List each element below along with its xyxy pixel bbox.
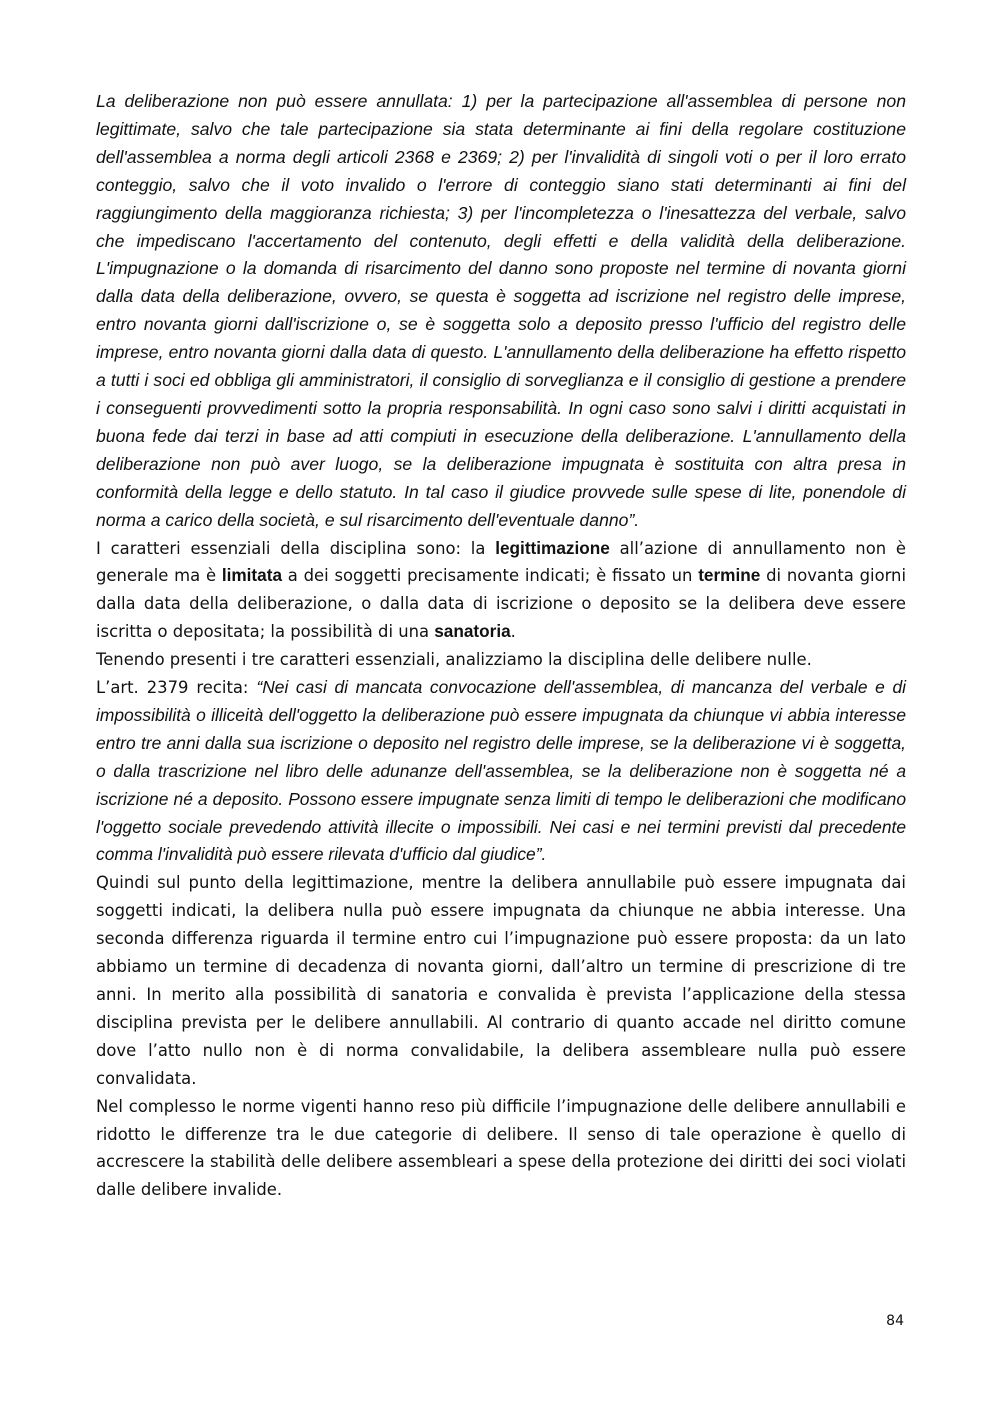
text-span: all’azione di annullamento non è generale ma è [96,538,906,586]
bold-term-sanatoria: sanatoria [434,621,511,642]
article-2379-paragraph [96,674,906,869]
essential-features-paragraph [96,535,906,647]
bold-term-termine: termine [698,565,761,586]
null-resolutions-intro: Tenendo presenti i tre caratteri essenziali, analizziamo la disciplina delle delibere nulle. [96,650,812,670]
text-span: di novanta giorni dalla data della deliberazione, o dalla data di iscrizione o deposito se la delibera deve essere iscritta o depositata; la possibilità di una [96,566,906,642]
page-body [96,88,906,1204]
text-span: . [510,622,516,642]
article-2379-quote: “Nei casi di mancata convocazione dell'assemblea, di mancanza del verbale e di impossibilità o illiceità dell'oggetto la deliberazione può essere impugnata da chiunque vi abbia interesse entro tre anni dalla sua iscrizione o deposito nel registro delle imprese, se la deliberazione vi è soggetta, o dalla trascrizione nel libro delle adunanze dell'assemblea, se la deliberazione non è soggetta né a iscrizione né a deposito. Possono essere impugnate senza limiti di tempo le deliberazioni che modificano l'oggetto sociale prevedendo attività illecite o impossibili. Nei casi e nei termini previsti dal precedente comma l'invalidità può essere rilevata d'ufficio dal giudice”. [96,677,906,865]
comparison-paragraph: Quindi sul punto della legittimazione, mentre la delibera annullabile può essere impugnata dai soggetti indicati, la delibera nulla può essere impugnata da chiunque ne abbia interesse. Una seconda differenza riguarda il termine entro cui l’impugnazione può essere proposta: da un lato abbiamo un termine di decadenza di novanta giorni, dall’altro un termine di prescrizione di tre anni. In merito alla possibilità di sanatoria e convalida è prevista l’applicazione della stessa disciplina prevista per le delibere annullabili. Al contrario di quanto accade nel diritto comune dove l’atto nullo non è di norma convalidabile, la delibera assembleare nulla può essere convalidata. [96,873,906,1088]
text-span: a dei soggetti precisamente indicati; è fissato un [282,566,699,586]
article-lead: L’art. 2379 recita: [96,678,257,698]
page-number: 84 [886,1313,904,1329]
bold-term-legittimazione: legittimazione [495,537,610,558]
quoted-article-text: La deliberazione non può essere annullata: 1) per la partecipazione all'assemblea di persone non legittimate, salvo che tale partecipazione sia stata determinante ai fini della regolare costituzione dell'assemblea a norma degli articoli 2368 e 2369; 2) per l'invalidità di singoli voti o per il loro errato conteggio, salvo che il voto invalido o l'errore di conteggio siano stati determinanti ai fini del raggiungimento della maggioranza richiesta; 3) per l'incompletezza o l'inesattezza del verbale, salvo che impediscano l'accertamento del contenuto, degli effetti e della validità della deliberazione. L'impugnazione o la domanda di risarcimento del danno sono proposte nel termine di novanta giorni dalla data della deliberazione, ovvero, se questa è soggetta ad iscrizione nel registro delle imprese, entro novanta giorni dall'iscrizione o, se è soggetta solo a deposito presso l'ufficio del registro delle imprese, entro novanta giorni dalla data di questo. L'annullamento della deliberazione ha effetto rispetto a tutti i soci ed obbliga gli amministratori, il consiglio di sorveglianza e il consiglio di gestione a prendere i conseguenti provvedimenti sotto la propria responsabilità. In ogni caso sono salvi i diritti acquistati in buona fede dai terzi in base ad atti compiuti in esecuzione della deliberazione. L'annullamento della deliberazione non può aver luogo, se la deliberazione impugnata è sostituita con altra presa in conformità della legge e dello statuto. In tal caso il giudice provvede sulle spese di lite, ponendole di norma a carico della società, e sul risarcimento dell'eventuale danno”. [96,91,906,530]
conclusion-paragraph: Nel complesso le norme vigenti hanno reso più difficile l’impugnazione delle delibere annullabili e ridotto le differenze tra le due categorie di delibere. Il senso di tale operazione è quello di accrescere la stabilità delle delibere assembleari a spese della protezione dei diritti dei soci violati dalle delibere invalide. [96,1096,906,1200]
text-span: I caratteri essenziali della disciplina sono: la [96,538,496,558]
bold-term-limitata: limitata [221,565,283,586]
